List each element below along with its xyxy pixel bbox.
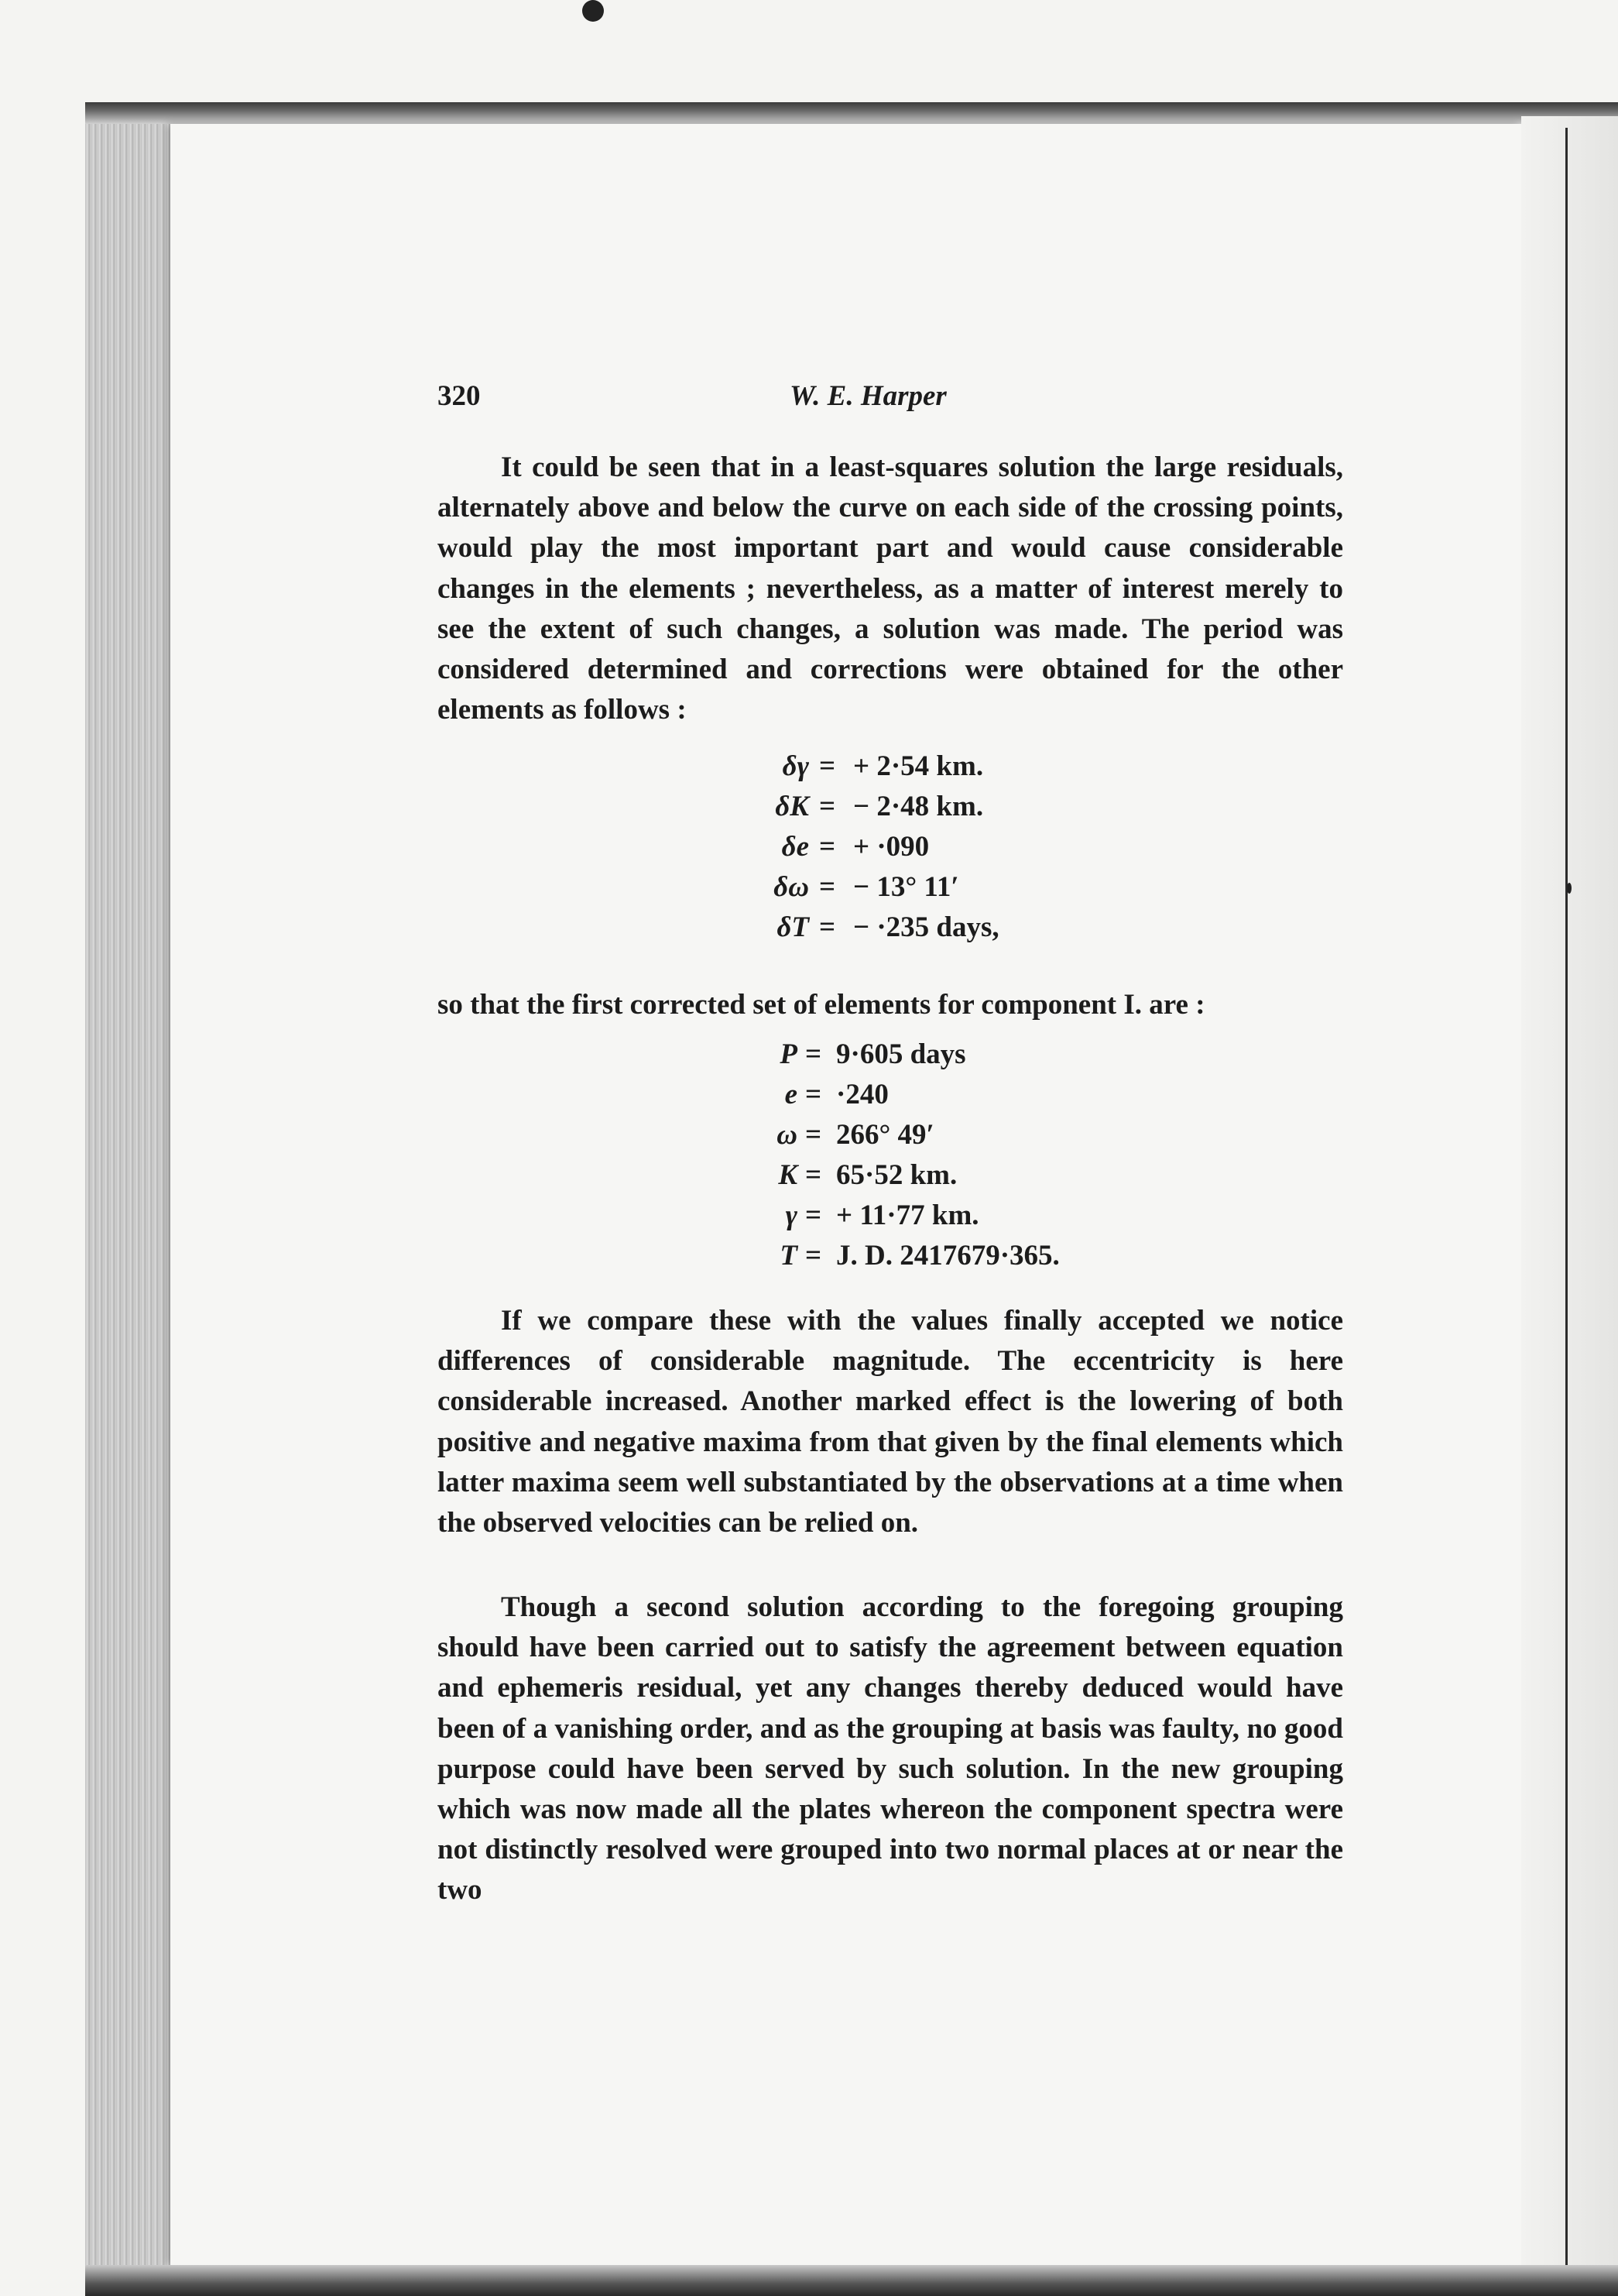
equation-rhs: J. D. 2417679·365. bbox=[836, 1240, 1060, 1272]
paragraph-text: It could be seen that in a least-squares solution the large residuals, alternately above and below the curve on each side of the crossing points, would play the most important part and would cause considerable changes in the elements ; nevertheless, as a matter of interest merely to see the extent of such changes, a solution was made. The period was considered determined and corrections were obtained for the other elements as follows : bbox=[437, 451, 1343, 726]
equation-row bbox=[650, 911, 1037, 951]
equation-lhs: δK bbox=[775, 791, 809, 822]
equation-row bbox=[650, 790, 1037, 830]
elements-equations bbox=[650, 1038, 1084, 1279]
equation-sign: = bbox=[805, 1119, 822, 1151]
running-head bbox=[437, 379, 1351, 426]
equation-row bbox=[650, 1199, 1084, 1239]
equation-sign: = bbox=[819, 791, 836, 822]
equation-lhs: K bbox=[778, 1159, 797, 1191]
paragraph bbox=[437, 1587, 1343, 1911]
equation-row bbox=[650, 750, 1037, 790]
book-bottom-shadow bbox=[85, 2265, 1618, 2296]
equation-lhs: δT bbox=[776, 911, 809, 943]
equation-lhs: δγ bbox=[782, 750, 809, 782]
equation-rhs: 9·605 days bbox=[836, 1038, 966, 1070]
equation-rhs: + ·090 bbox=[853, 831, 930, 863]
equation-lhs: δω bbox=[773, 871, 809, 903]
equation-sign: = bbox=[805, 1079, 822, 1110]
scan-speck bbox=[582, 0, 604, 22]
equation-row bbox=[650, 1239, 1084, 1279]
equation-sign: = bbox=[805, 1159, 822, 1191]
paragraph-text: so that the first corrected set of elements for component I. are : bbox=[437, 989, 1205, 1021]
equation-lhs: P bbox=[780, 1038, 797, 1070]
equation-sign: = bbox=[819, 831, 836, 863]
equation-lhs: T bbox=[780, 1240, 797, 1272]
facing-page-border bbox=[1565, 128, 1568, 2265]
paragraph bbox=[437, 448, 1343, 730]
equation-lhs: ω bbox=[776, 1119, 797, 1151]
facing-page-edge bbox=[1521, 116, 1618, 2277]
corrections-equations bbox=[650, 750, 1037, 951]
equation-lhs: e bbox=[784, 1079, 797, 1110]
equation-row bbox=[650, 830, 1037, 870]
equation-rhs: − 2·48 km. bbox=[853, 791, 984, 822]
equation-row bbox=[650, 1038, 1084, 1078]
equation-rhs: 266° 49′ bbox=[836, 1119, 934, 1151]
equation-sign: = bbox=[819, 871, 836, 903]
equation-rhs: + 2·54 km. bbox=[853, 750, 984, 782]
paragraph bbox=[437, 1301, 1343, 1543]
scan-speck bbox=[1567, 883, 1572, 894]
equation-sign: = bbox=[805, 1038, 822, 1070]
equation-rhs: − ·235 days, bbox=[853, 911, 999, 943]
book-spine-edge bbox=[85, 108, 170, 2277]
book-top-shadow bbox=[85, 102, 1618, 124]
running-title: W. E. Harper bbox=[790, 380, 947, 412]
equation-sign: = bbox=[819, 750, 836, 782]
equation-lhs: δe bbox=[781, 831, 809, 863]
equation-sign: = bbox=[805, 1199, 822, 1231]
equation-rhs: − 13° 11′ bbox=[853, 871, 959, 903]
equation-row bbox=[650, 1158, 1084, 1199]
equation-lhs: γ bbox=[785, 1199, 797, 1231]
equation-row bbox=[650, 870, 1037, 911]
equation-rhs: ·240 bbox=[836, 1079, 889, 1110]
equation-row bbox=[650, 1118, 1084, 1158]
paragraph bbox=[437, 985, 1343, 1025]
page-number: 320 bbox=[437, 380, 481, 412]
paragraph-text: If we compare these with the values finally accepted we notice differences of considerable magnitude. The eccentricity is here considerable increased. Another marked effect is the lowering of both positive and negative maxima from that given by the final elements which latter maxima seem well substantiated by the observations at a time when the observed velocities can be relied on. bbox=[437, 1305, 1343, 1539]
equation-rhs: 65·52 km. bbox=[836, 1159, 958, 1191]
equation-sign: = bbox=[819, 911, 836, 943]
equation-row bbox=[650, 1078, 1084, 1118]
equation-sign: = bbox=[805, 1240, 822, 1272]
paragraph-text: Though a second solution according to the foregoing grouping should have been carried out to satisfy the agreement between equation and ephemeris residual, yet any changes thereby deduced would have been of a vanishing order, and as the grouping at basis was faulty, no good purpose could have been served by such solution. In the new grouping which was now made all the plates whereon the component spectra were not distinctly resolved were grouped into two normal places at or near the two bbox=[437, 1591, 1343, 1906]
equation-rhs: + 11·77 km. bbox=[836, 1199, 979, 1231]
